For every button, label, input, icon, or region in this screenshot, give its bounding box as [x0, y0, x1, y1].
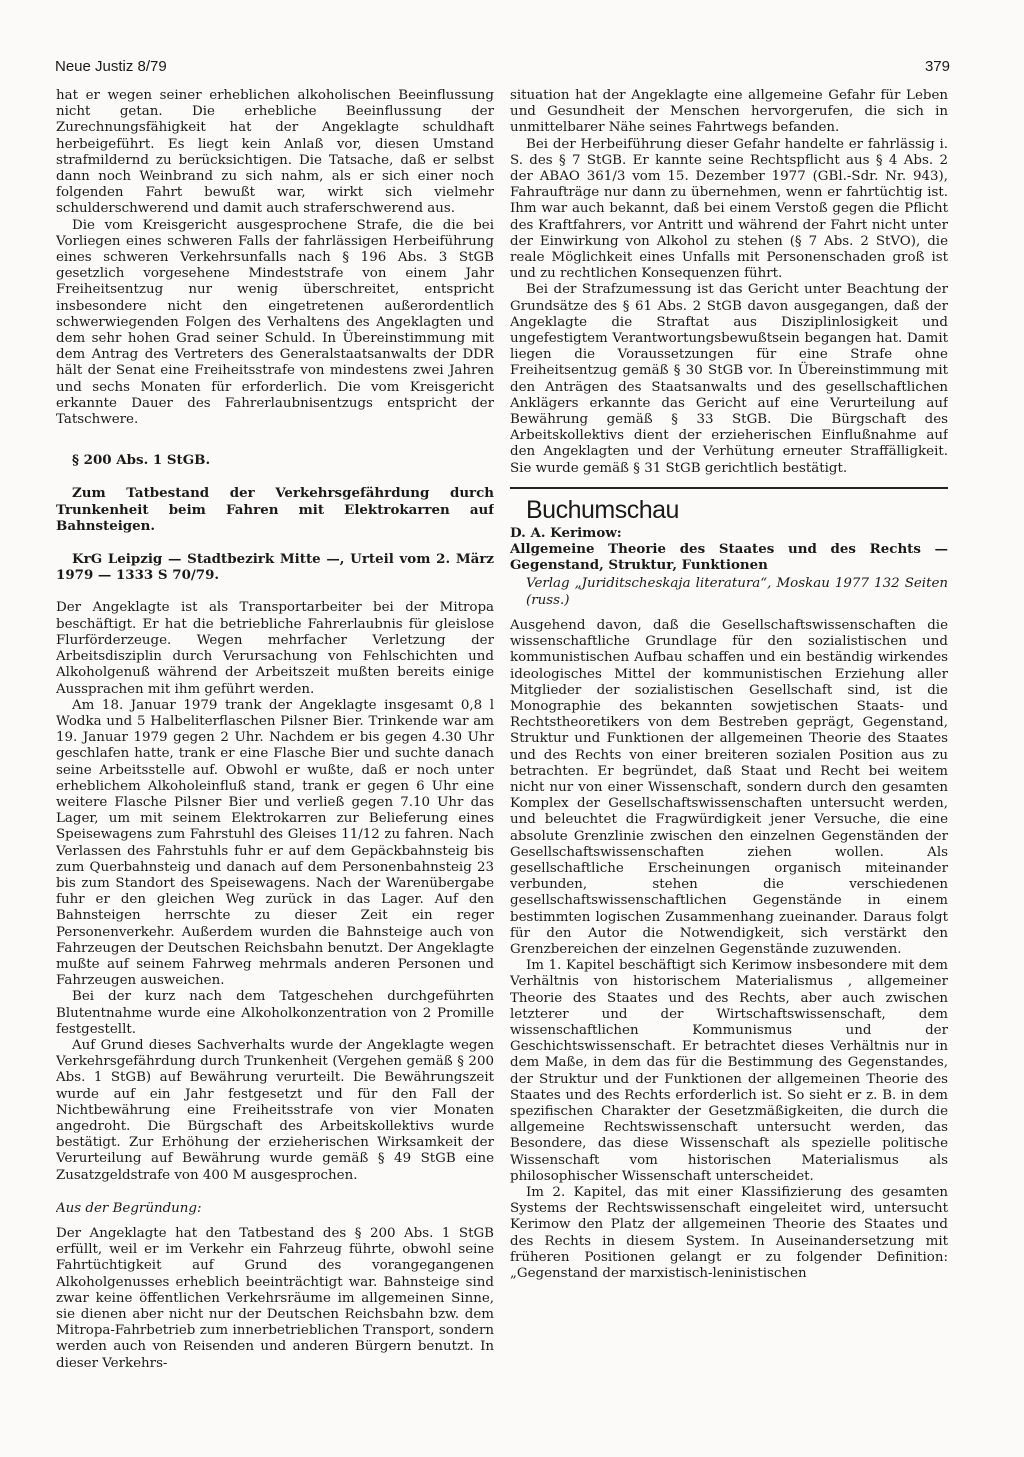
- book-publisher: Verlag „Juriditscheskaja literatura“, Moskau 1977 132 Seiten (russ.): [526, 576, 948, 608]
- section-divider: [510, 487, 948, 489]
- paragraph: Bei der kurz nach dem Tatgeschehen durchgeführten Blutentnahme wurde eine Alkoholkonzentration von 2 Promille festgestellt.: [56, 989, 494, 1037]
- running-header: [55, 58, 950, 80]
- book-title: Allgemeine Theorie des Staates und des Rechts — Gegenstand, Struktur, Funktionen: [510, 541, 948, 574]
- paragraph: Bei der Herbeiführung dieser Gefahr handelte er fahrlässig i. S. des § 7 StGB. Er kannte seine Rechtspflicht aus § 4 Abs. 2 der ABAO 361/3 vom 15. Dezember 1977 (GBl.-Sdr. Nr. 943), Fahraufträge nur dann zu übernehmen, wenn er fahrtüchtig ist. Ihm war auch bekannt, daß bei einem Verstoß gegen die Pflicht des Kraftfahrers, vor Antritt und während der Fahrt nicht unter der Einwirkung von Alkohol zu stehen (§ 7 Abs. 2 StVO), die reale Möglichkeit eines Unfalls mit Personenschaden groß ist und zu rechtlichen Konsequenzen führt.: [510, 136, 948, 282]
- paragraph: Bei der Strafzumessung ist das Gericht unter Beachtung der Grundsätze des § 61 Abs. 2 StGB davon ausgegangen, daß der Angeklagte die Straftat aus Disziplinlosigkeit und ungefestigtem Verantwortungsbewußtsein begangen hat. Damit liegen die Voraussetzungen für eine Strafe ohne Freiheitsentzug gemäß § 30 StGB vor. In Übereinstimmung mit den Anträgen des Staatsanwalts und des gesellschaftlichen Anklägers erkannte das Gericht auf eine Verurteilung auf Bewährung gemäß § 33 StGB. Die Bürgschaft des Arbeitskollektivs dient der erzieherischen Einflußnahme auf den Angeklagten und der Verhütung erneuter Straffälligkeit. Sie wurde gemäß § 31 StGB gerichtlich bestätigt.: [510, 282, 948, 476]
- subheading: Aus der Begründung:: [56, 1200, 202, 1216]
- journal-title: Neue Justiz 8/79: [55, 58, 167, 75]
- book-author: D. A. Kerimow:: [510, 524, 622, 541]
- paragraph: Im 1. Kapitel beschäftigt sich Kerimow insbesondere mit dem Verhältnis von historischem Materialismus , allgemeiner Theorie des Staates und des Rechts, aber auch zwischen letzterer und der Wirtschaftswissenschaft, dem wissenschaftlichen Kommunismus und der Geschichtswissenschaft. Er betrachtet dieses Verhältnis nur in dem Maße, in dem das für die Bestimmung des Gegenstandes, der Struktur und der Funktionen der allgemeinen Theorie des Staates und des Rechts erforderlich ist. So sieht er z. B. in dem spezifischen Charakter der Gesetzmäßigkeiten, die durch die allgemeine Rechtswissenschaft untersucht werden, das Besondere, das diese Wissenschaft als spezielle politische Wissenschaft vom historischen Materialismus als philosophischer Wissenschaft unterscheidet.: [510, 958, 948, 1184]
- paragraph: Im 2. Kapitel, das mit einer Klassifizierung des gesamten Systems der Rechtswissenschaft eingeleitet wird, untersucht Kerimow den Platz der allgemeinen Theorie des Staates und des Rechts in diesem System. In Auseinandersetzung mit früheren Positionen gelangt er zu folgender Definition: „Gegenstand der marxistisch-leninistischen: [510, 1185, 948, 1282]
- court-citation: KrG Leipzig — Stadtbezirk Mitte —, Urteil vom 2. März 1979 — 1333 S 70/79.: [56, 551, 494, 584]
- page-number: 379: [924, 58, 950, 75]
- paragraph: situation hat der Angeklagte eine allgemeine Gefahr für Leben und Gesundheit der Menschen hervorgerufen, die sich in unmittelbarer Nähe seines Fahrtwegs befanden.: [510, 88, 948, 136]
- paragraph: Der Angeklagte ist als Transportarbeiter bei der Mitropa beschäftigt. Er hat die betriebliche Fahrerlaubnis für gleislose Flurförderzeuge. Wegen mehrfacher Verletzung der Arbeitsdisziplin durch Verursachung von Fehlschichten und Alkoholgenuß während der Arbeitszeit mußten bereits einige Aussprachen mit ihm geführt werden.: [56, 600, 494, 697]
- paragraph: Der Angeklagte hat den Tatbestand des § 200 Abs. 1 StGB erfüllt, weil er im Verkehr ein Fahrzeug führte, obwohl seine Fahrtüchtigkeit auf Grund des vorangegangenen Alkoholgenusses erheblich beeinträchtigt war. Bahnsteige sind zwar keine öffentlichen Verkehrsräume im allgemeinen Sinne, sie dienen aber nicht nur der Deutschen Reichsbahn bzw. dem Mitropa-Fahrbetrieb zum innerbetrieblichen Transport, sondern werden auch von Reisenden und anderen Bürgern benutzt. In dieser Verkehrs-: [56, 1226, 494, 1371]
- paragraph: Am 18. Januar 1979 trank der Angeklagte insgesamt 0,8 l Wodka und 5 Halbeliterflaschen Pilsner Bier. Trinkende war am 19. Januar 1979 gegen 2 Uhr. Nachdem er bis gegen 4.30 Uhr geschlafen hatte, trank er eine Flasche Bier und suchte danach seine Arbeitsstelle auf. Obwohl er wußte, daß er noch unter erheblichem Alkoholeinfluß stand, trank er gegen 6 Uhr eine weitere Flasche Pilsner Bier und verließ gegen 7.10 Uhr das Lager, um mit seinem Elektrokarren zur Belieferung eines Speisewagens zum Fahrstuhl des Gleises 11/12 zu fahren. Nach Verlassen des Fahrstuhls fuhr er auf dem Gepäckbahnsteig bis zum Querbahnsteig und danach auf dem Personenbahnsteig 23 bis zum Standort des Speisewagens. Nach der Warenübergabe fuhr er den gleichen Weg zurück in das Lager. Auf den Bahnsteigen herrschte zu dieser Zeit ein reger Personenverkehr. Außerdem wurden die Bahnsteige auch von Fahrzeugen der Deutschen Reichsbahn benutzt. Der Angeklagte mußte auf seinem Fahrweg mehrmals anderen Personen und Fahrzeugen ausweichen.: [56, 697, 494, 989]
- paragraph: Die vom Kreisgericht ausgesprochene Strafe, die die bei Vorliegen eines schweren Falls der fahrlässigen Herbeiführung eines schweren Verkehrsunfalls nach § 196 Abs. 3 StGB gesetzlich vorgesehene Mindeststrafe von einem Jahr Freiheitsentzug nur wenig überschreitet, entspricht insbesondere nicht den eingetretenen außerordentlich schwerwiegenden Folgen des Verhaltens des Angeklagten und dem sehr hohen Grad seiner Schuld. In Übereinstimmung mit dem Antrag des Vertreters des Generalstaatsanwalts der DDR hält der Senat eine Freiheitsstrafe von mindestens zwei Jahren und sechs Monaten für erforderlich. Die vom Kreisgericht erkannte Dauer des Fahrerlaubnisentzugs entspricht der Tatschwere.: [56, 217, 494, 428]
- paragraph: Auf Grund dieses Sachverhalts wurde der Angeklagte wegen Verkehrsgefährdung durch Trunkenheit (Vergehen gemäß § 200 Abs. 1 StGB) auf Bewährung verurteilt. Die Bewährungszeit wurde auf ein Jahr festgesetzt und für den Fall der Nichtbewährung eine Freiheitsstrafe von vier Monaten angedroht. Die Bürgschaft des Arbeitskollektivs wurde bestätigt. Zur Erhöhung der erzieherischen Wirksamkeit der Verurteilung auf Bewährung wurde gemäß § 49 StGB eine Zusatzgeldstrafe von 400 M ausgesprochen.: [56, 1037, 494, 1183]
- paragraph: Ausgehend davon, daß die Gesellschaftswissenschaften die wissenschaftliche Grundlage für den sozialistischen und kommunistischen Aufbau schaffen und ein beständig wirkendes ideologisches Mittel der kommunistischen Erziehung aller Mitglieder der sozialistischen Gesellschaft sind, ist die Monographie des bekannten sowjetischen Staats- und Rechtstheoretikers von dem Bestreben geprägt, Gegenstand, Struktur und Funktionen der allgemeinen Theorie des Staates und des Rechts von einer breiteren sozialen Position aus zu betrachten. Er begründet, daß Staat und Recht bei weitem nicht nur von einer Wissenschaft, sondern durch den gesamten Komplex der Gesellschaftswissenschaften untersucht werden, und beleuchtet die Fragwürdigkeit jener Versuche, die eine absolute Grenzlinie zwischen den einzelnen Gegenständen der Gesellschaftswissenschaften ziehen wollen. Als gesellschaftliche Erscheinungen organisch miteinander verbunden, stehen die verschiedenen gesellschaftswissenschaftlichen Gegenstände in einem bestimmten logischen Zusammenhang zueinander. Daraus folgt für den Autor die Notwendigkeit, sich verstärkt den Grenzbereichen der einzelnen Gegenstände zuzuwenden.: [510, 617, 948, 957]
- statute-reference: § 200 Abs. 1 StGB.: [72, 452, 211, 469]
- case-heading: Zum Tatbestand der Verkehrsgefährdung durch Trunkenheit beim Fahren mit Elektrokarren auf Bahnsteigen.: [56, 485, 494, 534]
- right-column: [510, 88, 948, 1423]
- section-title: Buchumschau: [526, 495, 679, 524]
- paragraph: hat er wegen seiner erheblichen alkoholischen Beeinflussung nicht getan. Die erhebliche Beeinflussung der Zurechnungsfähigkeit hat der Angeklagte schuldhaft herbeigeführt. Es liegt kein Anlaß vor, diesen Umstand strafmildernd zu berücksichtigen. Die Tatsache, daß er selbst dann noch Weinbrand zu sich nahm, als er sich einer noch folgenden Fahrt bewußt war, wirkt sich vielmehr schulderschwerend und damit auch straferschwerend aus.: [56, 88, 494, 217]
- left-column: [56, 88, 494, 1423]
